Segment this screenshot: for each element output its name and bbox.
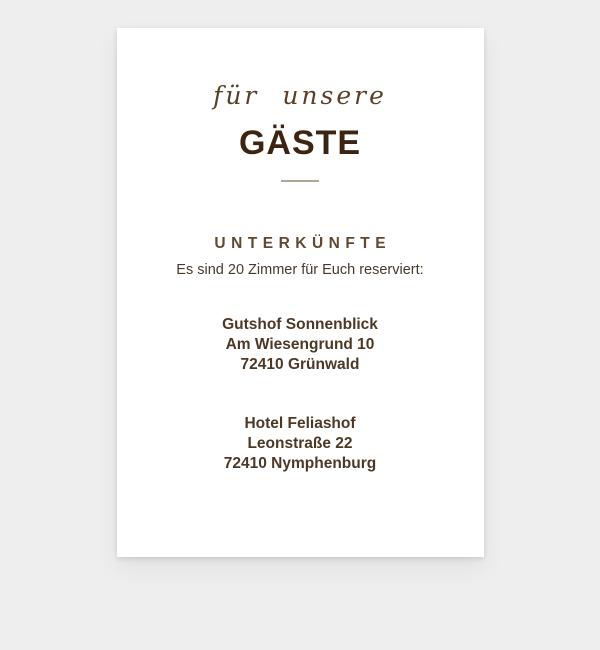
guest-info-card — [117, 28, 484, 557]
eyebrow-script-text: für unsere — [213, 81, 387, 110]
section-subtitle: Es sind 20 Zimmer für Euch reserviert: — [176, 262, 424, 278]
accommodation-block-1 — [117, 315, 484, 375]
accommodation-name: Hotel Feliashof — [244, 415, 356, 432]
accommodation-street: Leonstraße 22 — [247, 435, 353, 452]
section-heading-unterkuenfte: UNTERKÜNFTE — [214, 235, 392, 252]
card-title: GÄSTE — [238, 124, 362, 162]
accommodation-name: Gutshof Sonnenblick — [222, 316, 378, 333]
accommodation-city: 72410 Grünwald — [240, 356, 360, 373]
accommodation-block-2 — [117, 414, 484, 474]
divider-line — [281, 180, 319, 182]
accommodation-city: 72410 Nymphenburg — [223, 455, 377, 472]
accommodation-street: Am Wiesengrund 10 — [225, 336, 375, 353]
